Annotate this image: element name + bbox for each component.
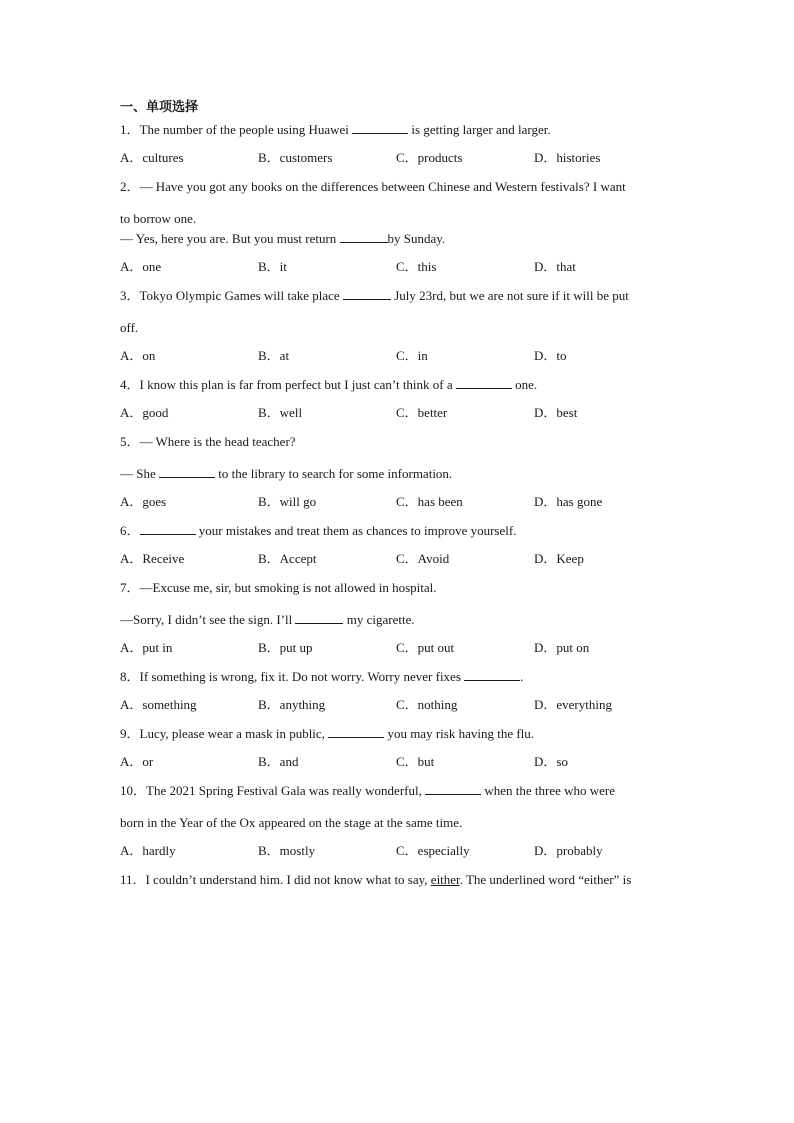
question-number: 8 (120, 669, 127, 684)
option-d[interactable]: D．to (534, 348, 567, 363)
question-3 (120, 286, 680, 366)
question-number: 1 (120, 122, 127, 137)
option-a[interactable]: A．goes (120, 494, 167, 509)
question-2-reply: — Yes, here you are. But you must return by Sunday. (120, 231, 446, 246)
option-c[interactable]: C．better (396, 405, 448, 420)
option-d[interactable]: D．best (534, 405, 578, 420)
option-d[interactable]: D．put on (534, 640, 590, 655)
question-11-stem: 11．I couldn’t understand him. I did not know what to say, either. The underlined word “either” is (120, 872, 632, 887)
option-d[interactable]: D．so (534, 754, 568, 769)
option-a[interactable]: A．one (120, 259, 162, 274)
question-3-stem-cont: off. (120, 320, 139, 335)
option-a[interactable]: A．something (120, 697, 197, 712)
answer-blank[interactable] (464, 668, 520, 681)
question-2-options (120, 257, 680, 277)
option-a[interactable]: A．on (120, 348, 156, 363)
option-d[interactable]: D．histories (534, 150, 601, 165)
question-6-stem: 6． your mistakes and treat them as chances to improve yourself. (120, 523, 517, 538)
question-1 (120, 120, 680, 168)
option-b[interactable]: B．Accept (258, 551, 317, 566)
question-4 (120, 375, 680, 423)
option-b[interactable]: B．anything (258, 697, 326, 712)
option-b[interactable]: B．at (258, 348, 290, 363)
option-c[interactable]: C．has been (396, 494, 463, 509)
question-4-options (120, 403, 680, 423)
option-b[interactable]: B．will go (258, 494, 317, 509)
option-d[interactable]: D．everything (534, 697, 612, 712)
question-number: 9 (120, 726, 127, 741)
question-number: 10 (120, 783, 133, 798)
option-c[interactable]: C．nothing (396, 697, 458, 712)
option-a[interactable]: A．hardly (120, 843, 176, 858)
question-4-stem: 4．I know this plan is far from perfect but I just can’t think of a one. (120, 377, 538, 392)
question-10 (120, 781, 680, 861)
option-b[interactable]: B．put up (258, 640, 313, 655)
option-a[interactable]: A．or (120, 754, 154, 769)
question-2 (120, 177, 680, 277)
question-1-options (120, 148, 680, 168)
question-10-stem-cont: born in the Year of the Ox appeared on the stage at the same time. (120, 815, 463, 830)
question-1-stem: 1．The number of the people using Huawei is getting larger and larger. (120, 122, 551, 137)
option-c[interactable]: C．put out (396, 640, 455, 655)
question-number: 2 (120, 179, 127, 194)
option-b[interactable]: B．customers (258, 150, 333, 165)
question-2-stem-cont: to borrow one. (120, 211, 197, 226)
question-2-stem: 2．— Have you got any books on the differences between Chinese and Western festivals? I want (120, 179, 626, 194)
question-5-stem: 5．— Where is the head teacher? (120, 434, 296, 449)
question-number: 6 (120, 523, 127, 538)
question-number: 4 (120, 377, 127, 392)
question-10-options (120, 841, 680, 861)
question-9 (120, 724, 680, 772)
option-c[interactable]: C．this (396, 259, 437, 274)
question-10-stem: 10．The 2021 Spring Festival Gala was really wonderful, when the three who were (120, 783, 616, 798)
answer-blank[interactable] (352, 121, 408, 134)
answer-blank[interactable] (140, 522, 196, 535)
option-a[interactable]: A．cultures (120, 150, 184, 165)
question-number: 11 (120, 872, 133, 887)
underlined-word: either (430, 872, 460, 887)
question-5-options (120, 492, 680, 512)
option-d[interactable]: D．that (534, 259, 576, 274)
section-title: 一、单项选择 (120, 100, 199, 115)
answer-blank[interactable] (340, 230, 388, 243)
option-c[interactable]: C．Avoid (396, 551, 450, 566)
option-b[interactable]: B．mostly (258, 843, 316, 858)
question-number: 7 (120, 580, 127, 595)
question-5 (120, 432, 680, 512)
question-6 (120, 521, 680, 569)
question-7-options (120, 638, 680, 658)
question-7-stem: 7．—Excuse me, sir, but smoking is not allowed in hospital. (120, 580, 437, 595)
question-7-reply: —Sorry, I didn’t see the sign. I’ll my cigarette. (120, 612, 415, 627)
option-b[interactable]: B．it (258, 259, 287, 274)
option-c[interactable]: C．especially (396, 843, 470, 858)
option-b[interactable]: B．well (258, 405, 303, 420)
answer-blank[interactable] (159, 465, 215, 478)
question-8-options (120, 695, 680, 715)
question-8 (120, 667, 680, 715)
option-c[interactable]: C．products (396, 150, 463, 165)
option-a[interactable]: A．Receive (120, 551, 185, 566)
question-9-stem: 9．Lucy, please wear a mask in public, you may risk having the flu. (120, 726, 535, 741)
question-number: 5 (120, 434, 127, 449)
option-a[interactable]: A．put in (120, 640, 173, 655)
option-c[interactable]: C．in (396, 348, 428, 363)
question-8-stem: 8．If something is wrong, fix it. Do not worry. Worry never fixes . (120, 669, 524, 684)
option-c[interactable]: C．but (396, 754, 435, 769)
option-a[interactable]: A．good (120, 405, 169, 420)
answer-blank[interactable] (328, 725, 384, 738)
document-page (120, 96, 680, 890)
answer-blank[interactable] (456, 376, 512, 389)
question-3-options (120, 346, 680, 366)
question-9-options (120, 752, 680, 772)
option-d[interactable]: D．has gone (534, 494, 603, 509)
answer-blank[interactable] (295, 611, 343, 624)
answer-blank[interactable] (425, 782, 481, 795)
question-3-stem: 3．Tokyo Olympic Games will take place July 23rd, but we are not sure if it will be put (120, 288, 629, 303)
answer-blank[interactable] (343, 287, 391, 300)
option-d[interactable]: D．probably (534, 843, 603, 858)
option-b[interactable]: B．and (258, 754, 299, 769)
question-number: 3 (120, 288, 127, 303)
question-5-reply: — She to the library to search for some information. (120, 466, 453, 481)
option-d[interactable]: D．Keep (534, 551, 584, 566)
question-6-options (120, 549, 680, 569)
question-7 (120, 578, 680, 658)
question-11 (120, 870, 680, 890)
